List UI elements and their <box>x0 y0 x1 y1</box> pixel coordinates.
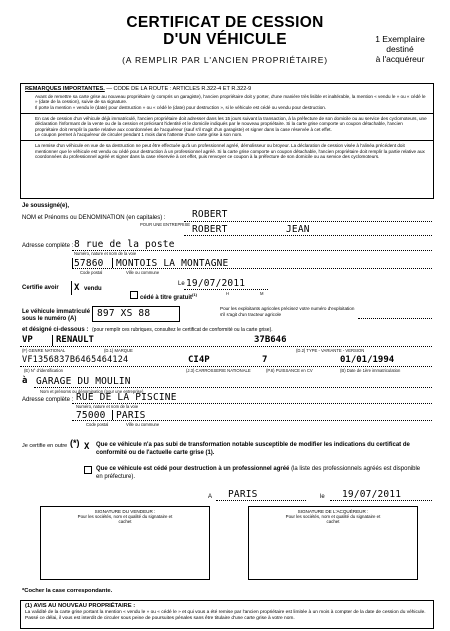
seller-signature-note: Pour les sociétés, nom et qualité du signataire et cachet <box>77 514 173 525</box>
seller-city-sublabel: Ville ou commune <box>126 270 160 275</box>
sold-label: vendu <box>84 286 102 292</box>
buyer-address-value[interactable]: RUE DE LA PISCINE <box>76 392 177 403</box>
certify-avoir-label: Certifie avoir <box>22 285 59 291</box>
carrosserie-label: (J.3) CARROSSERIE NATIONALE <box>186 368 251 373</box>
certify-star: (*) <box>70 438 80 448</box>
notice-text: La validité de la carte grise portant la mention « vendu le » ou « cédé le » et qui vous a été remise par l'ancien propriétaire est limitée à un mois à compter de la date de cession du véhicule. Passé ce délai, il vous est interdit de circuler sous peine de poursuites pénales sans être titulaire d'une carte grise à votre nom. <box>25 610 426 621</box>
certify-intro: Je certifie en outre <box>22 443 68 449</box>
buyer-signature-title: SIGNATURE DE L'ACQUÉREUR : <box>297 509 369 514</box>
seller-name-sublabel: POUR UNE ENTREPRISE <box>140 222 191 227</box>
copy-note-line-1: 1 Exemplaire <box>375 34 425 44</box>
marque-value[interactable]: RENAULT <box>56 335 94 345</box>
seller-address-value[interactable]: 8 rue de la poste <box>74 239 175 250</box>
place-value[interactable]: PARIS <box>228 489 258 500</box>
buyer-address-label: Adresse complète : <box>22 397 74 403</box>
carrosserie-value[interactable]: CI4P <box>188 355 210 365</box>
no-transformation-checkbox[interactable]: X <box>84 442 90 452</box>
seller-signature-box[interactable] <box>40 506 210 580</box>
ceded-free-text: cédé à titre gratuit <box>140 295 193 301</box>
puissance-value[interactable]: 7 <box>262 355 268 365</box>
sale-date-value[interactable]: 19/07/2011 <box>186 278 246 289</box>
copy-note-line-2: destiné <box>386 44 414 54</box>
seller-firstname-value[interactable]: JEAN <box>286 224 310 235</box>
buyer-postcode-value[interactable]: 75000 <box>76 410 106 421</box>
genre-value[interactable]: VP <box>22 335 33 345</box>
vin-value[interactable]: VF1356837B6465464124 <box>22 355 129 365</box>
page-title-line-1: CERTIFICAT DE CESSION <box>126 14 324 31</box>
copy-note <box>352 34 448 64</box>
sold-checkbox[interactable]: X <box>74 283 80 293</box>
agri-note: Pour les exploitants agricoles précisez votre numéro d'exploitation s'il s'agit d'un tracteur agricole <box>220 306 355 317</box>
no-transformation-text: Que ce véhicule n'a pas subi de transformation notable susceptible de modifier les indications du certificat de conformité ou de l'actuelle carte grise (1). <box>96 442 410 456</box>
seller-surname-value[interactable]: ROBERT <box>192 224 228 235</box>
place-prefix: A <box>208 494 213 500</box>
genre-label: (F) GENRE NATIONAL <box>22 348 66 353</box>
destruction-checkbox[interactable] <box>84 466 92 474</box>
buyer-address-sublabel: Numéro, nature et nom de la voie <box>76 404 139 409</box>
destruction-text-rest: (la liste des professionnels agréés est disponible en préfecture). <box>96 466 421 480</box>
remarks-heading-bold: REMARQUES IMPORTANTES. <box>25 86 105 92</box>
immat-value[interactable]: 897 XS 88 <box>97 308 151 319</box>
remarks-p2: En cas de cession d'un véhicule déjà immatriculé, l'ancien propriétaire doit adresser dans les 15 jours suivant la transaction, à la préfecture de son domicile ou au service des cyclomoteurs, une déclaration l'informant de la vente ou de la cession et précisant l'identité et le domicile indiqués par le nouveau propriétaire. Si la carte grise comporte un coupon détachable, l'ancien propriétaire doit remplir la partie relative aux coordonnées de l'acquéreur (sauf s'il s'agit d'un garagiste) et signer dans la case réservée à cet effet. <box>35 115 427 132</box>
remarks-p2b: Le coupon permet à l'acquéreur de circuler pendant 1 mois dans l'attente d'une carte grise à son nom. <box>35 132 243 138</box>
remarks-p1b: Il porte la mention « vendu le (date) pour destruction » ou « cédé le (date) pour destruction », si le véhicule est cédé ou vendu pour destruction. <box>35 104 327 110</box>
designation-label: et désigné ci-dessous : <box>22 327 89 333</box>
notice-box <box>20 600 434 629</box>
seller-signature-title: SIGNATURE DU VENDEUR : <box>94 509 156 514</box>
star-note: *Cocher la case correspondante. <box>22 588 113 594</box>
sale-hour-label: H <box>226 291 230 296</box>
seller-postcode-value[interactable]: 57860 <box>74 258 104 269</box>
buyer-signature-note: Pour les sociétés, nom et qualité du signataire et cachet <box>285 514 381 525</box>
seller-name-label: NOM et Prénoms ou DENOMINATION (en capitales) : <box>22 215 166 221</box>
first-registration-value[interactable]: 01/01/1994 <box>340 355 395 365</box>
destruction-text-bold: Que ce véhicule est cédé pour destruction à un professionnel agréé <box>96 466 290 472</box>
remarks-p1: Avant de remettre sa carte grise au nouveau propriétaire (y compris un garagiste), l'ancien propriétaire doit y porter, d'une manière très lisible et inaltérable, la mention « vendu le » ou « cédé le » (date de la cession), suivie de sa signature. <box>35 93 426 105</box>
seller-address-sublabel: Numéro, nature et nom de la voie <box>74 251 137 256</box>
sale-minute-label: M <box>260 291 264 296</box>
remarks-paragraph-1 <box>35 94 427 111</box>
seller-name-value[interactable]: ROBERT <box>192 209 228 220</box>
puissance-label: (P.6) PUISSANCE en CV <box>266 368 313 373</box>
buyer-city-value[interactable]: PARIS <box>116 410 146 421</box>
remarks-paragraph-3: La remise d'un véhicule en vue de sa destruction ne peut être effectuée qu'à un professionnel agréé, démolisseur ou broyeur. La déclaration de cession visée à l'alinéa précédent doit mentionner que le véhicule est vendu ou cédé pour destruction à un professionnel agréé. Si la carte grise comporte un coupon détachable, l'ancien propriétaire doit remplir la partie relative aux coordonnées du professionnel agréé et signer dans la case réservée à cet effet, puis renvoyer ce coupon à la préfecture de son domicile ou au service des cyclomoteurs. <box>35 142 425 160</box>
sale-date-prefix: Le <box>178 281 185 287</box>
buyer-name-value[interactable]: GARAGE DU MOULIN <box>36 376 131 387</box>
seller-address-label: Adresse complète : <box>22 243 74 249</box>
immat-label-1: Le véhicule immatriculé <box>22 309 91 315</box>
remarks-paragraph-2 <box>35 116 427 138</box>
ceded-free-footnote: (1) <box>192 292 197 297</box>
ceded-free-checkbox[interactable] <box>130 291 138 299</box>
designation-note: (pour remplir ces rubriques, consultez le certificat de conformité ou la carte grise). <box>92 327 273 333</box>
copy-note-line-3: à l'acquéreur <box>375 54 425 64</box>
immat-label-2: sous le numéro (A) <box>22 316 77 322</box>
buyer-signature-box[interactable] <box>248 506 418 580</box>
buyer-prefix: à <box>22 376 28 386</box>
vin-label: (E) N° d'identification <box>24 368 64 373</box>
type-label: (D.2) TYPE - VARIANTE - VERSION <box>296 348 365 353</box>
sign-date-prefix: le <box>320 494 325 500</box>
remarks-heading-rest: — CODE DE LA ROUTE : ARTICLES R.322-4 ET R.322-9 <box>104 86 252 92</box>
immat-field[interactable] <box>92 306 180 322</box>
buyer-city-sublabel: Ville ou commune <box>126 422 160 427</box>
remarks-heading <box>25 86 429 93</box>
type-value[interactable]: 37B646 <box>254 335 287 345</box>
first-registration-label: (B) Date de 1ère immatriculation <box>340 368 401 373</box>
seller-postcode-sublabel: Code postal <box>80 270 103 275</box>
destruction-text <box>96 466 426 481</box>
ceded-free-label <box>140 292 197 301</box>
page-subtitle: (A REMPLIR PAR L'ANCIEN PROPRIÉTAIRE) <box>122 55 328 65</box>
soussigne-label: Je soussigné(e), <box>22 203 70 209</box>
buyer-name-sublabel: Nom et prénoms ou dénomination (pour une entreprise) <box>40 389 144 394</box>
remarks-box <box>20 83 434 199</box>
page-title-line-2: D'UN VÉHICULE <box>163 31 287 48</box>
buyer-postcode-sublabel: Code postal <box>86 422 109 427</box>
seller-city-value[interactable]: MONTOIS LA MONTAGNE <box>116 258 229 269</box>
marque-label: (D.1) MARQUE <box>104 348 133 353</box>
notice-heading: (1) AVIS AU NOUVEAU PROPRIÉTAIRE : <box>25 603 136 609</box>
sign-date-value[interactable]: 19/07/2011 <box>342 489 402 500</box>
